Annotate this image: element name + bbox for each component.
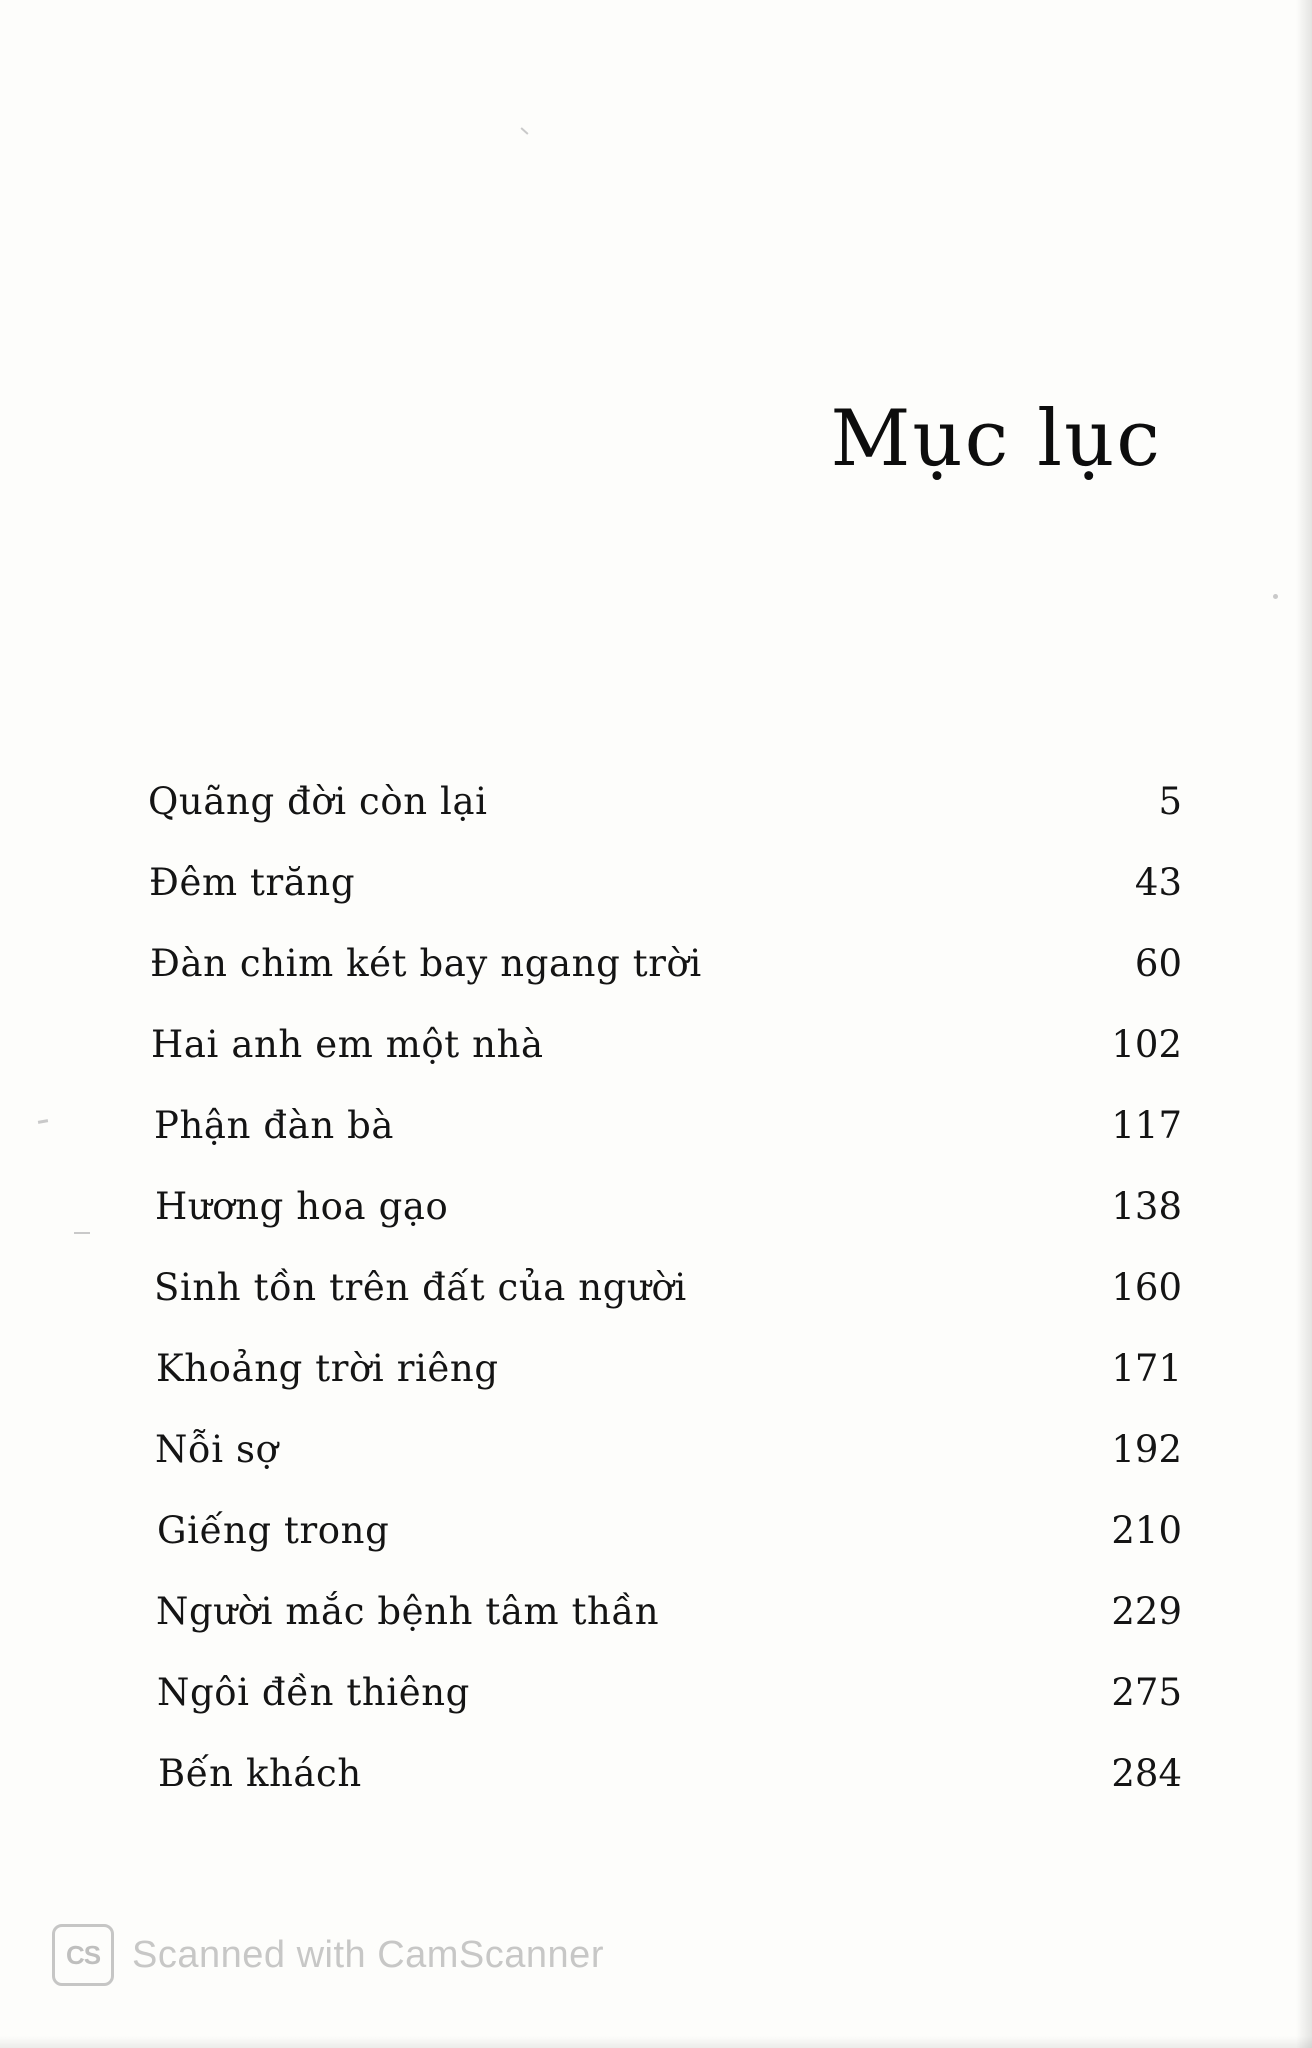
table-of-contents [148,780,1182,1833]
scan-artifact [38,1119,48,1124]
scan-artifact [1273,594,1278,599]
toc-entry-page: 160 [1111,1266,1182,1309]
toc-entry[interactable] [148,1428,1182,1509]
toc-entry[interactable] [148,1104,1182,1185]
toc-entry-page: 275 [1111,1671,1182,1714]
toc-entry-title: Nỗi sợ [155,1428,279,1471]
toc-entry[interactable] [148,780,1182,861]
toc-entry-page: 43 [1134,861,1182,904]
toc-entry-page: 102 [1111,1023,1182,1066]
toc-entry-title: Giếng trong [157,1509,390,1552]
toc-entry-page: 192 [1111,1428,1182,1471]
toc-entry[interactable] [148,1347,1182,1428]
scan-edge-shadow [0,2036,1312,2048]
toc-entry-page: 284 [1111,1752,1182,1795]
toc-entry-title: Người mắc bệnh tâm thần [156,1590,660,1633]
toc-entry[interactable] [148,1671,1182,1752]
toc-entry-page: 5 [1158,780,1182,823]
toc-entry[interactable] [148,942,1182,1023]
toc-entry-title: Hai anh em một nhà [151,1023,544,1066]
toc-entry[interactable] [148,1590,1182,1671]
camscanner-watermark [52,1924,604,1986]
scan-artifact [74,1232,90,1234]
toc-entry-title: Phận đàn bà [154,1104,395,1147]
toc-entry-title: Sinh tồn trên đất của người [154,1266,687,1309]
camscanner-logo-icon: CS [52,1924,114,1986]
toc-entry-title: Bến khách [158,1752,362,1795]
toc-entry-title: Ngôi đền thiêng [157,1671,470,1714]
toc-entry-page: 171 [1111,1347,1182,1390]
toc-entry[interactable] [148,1185,1182,1266]
page-title: Mục lục [830,394,1162,484]
toc-entry-page: 229 [1111,1590,1182,1633]
toc-entry-title: Quãng đời còn lại [148,780,488,823]
toc-entry-page: 117 [1111,1104,1182,1147]
scan-artifact [520,127,528,135]
toc-entry-title: Khoảng trời riêng [156,1347,499,1390]
toc-entry-title: Đàn chim két bay ngang trời [150,942,702,985]
toc-entry-title: Đêm trăng [149,861,356,904]
toc-entry[interactable] [148,1023,1182,1104]
toc-entry-page: 60 [1134,942,1182,985]
toc-entry[interactable] [148,1752,1182,1833]
scan-edge-shadow [1296,0,1312,2048]
toc-entry[interactable] [148,1266,1182,1347]
toc-entry[interactable] [148,861,1182,942]
toc-entry[interactable] [148,1509,1182,1590]
toc-entry-page: 138 [1111,1185,1182,1228]
toc-entry-page: 210 [1111,1509,1182,1552]
watermark-text: Scanned with CamScanner [132,1933,604,1976]
toc-entry-title: Hương hoa gạo [155,1185,449,1228]
